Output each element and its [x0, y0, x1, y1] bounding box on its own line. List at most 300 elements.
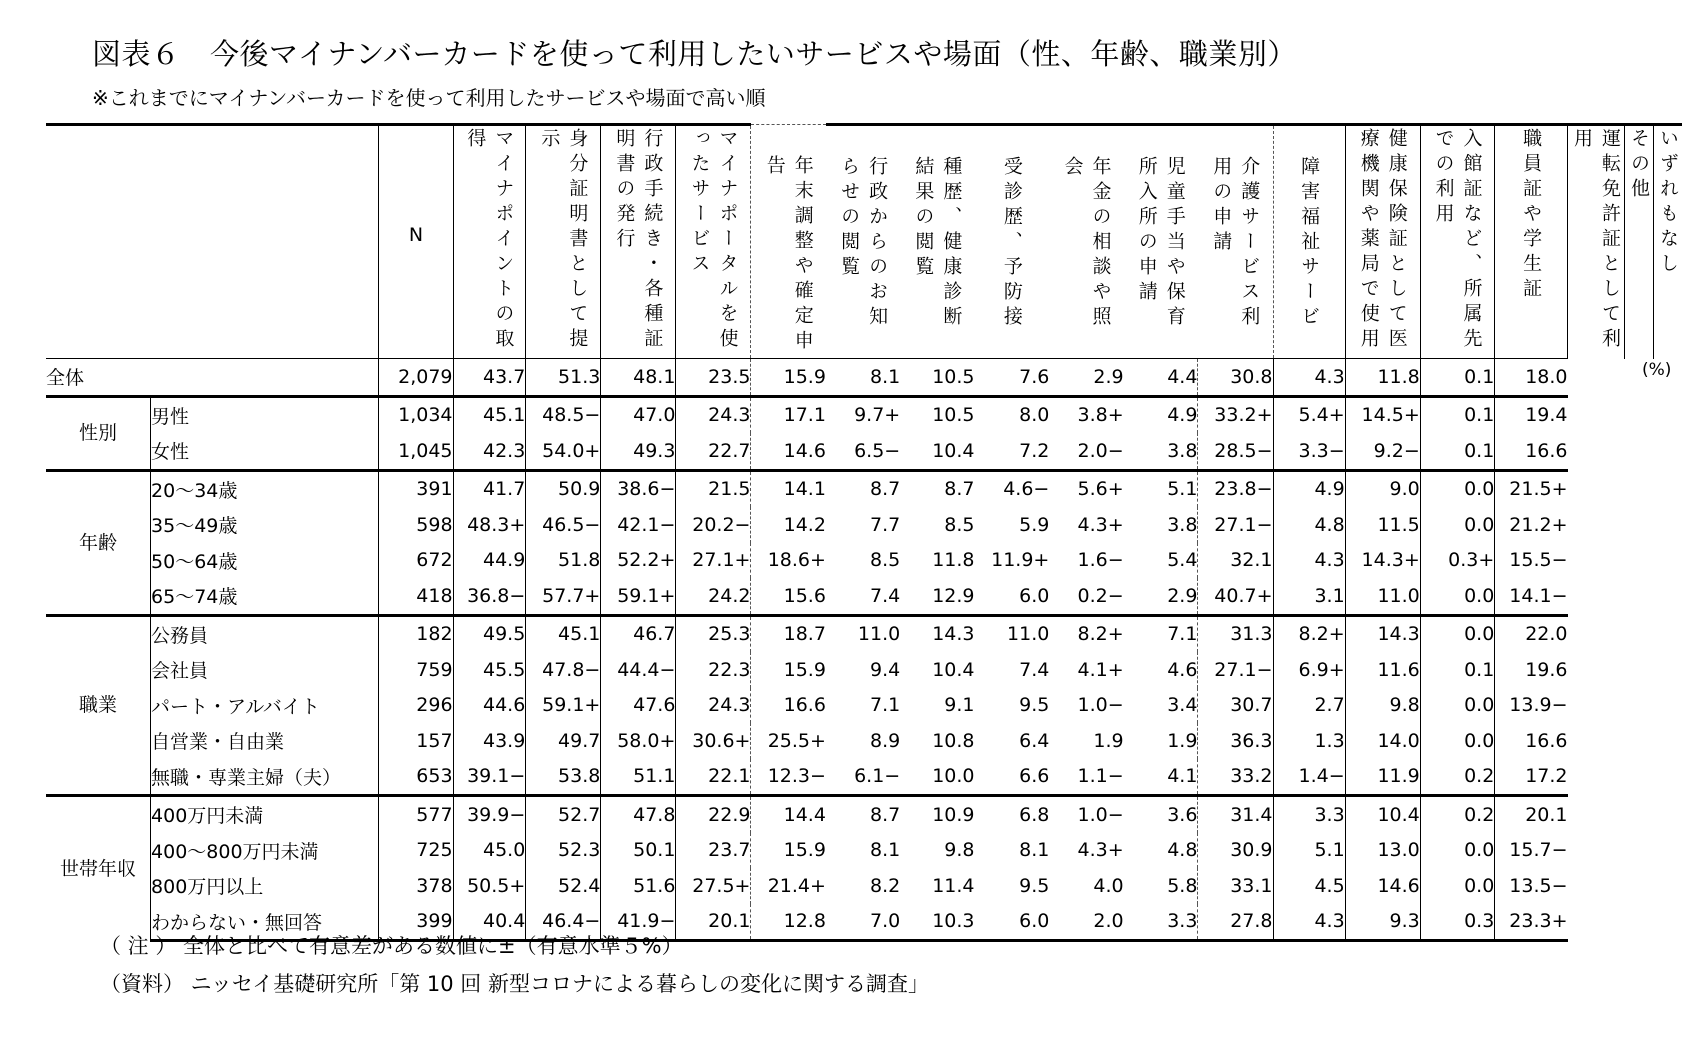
cell-checkup-results: 8.7 [900, 470, 974, 507]
table-row [46, 470, 1682, 507]
cell-other: 21.2+ [1495, 507, 1568, 543]
cell-child-allowance: 3.8 [1167, 513, 1198, 536]
row-label: 自営業・自由業 [151, 723, 379, 759]
row-label: 800万円以上 [151, 868, 379, 904]
cell-admin-procedures: 59.1+ [601, 578, 676, 615]
cell-tax: 16.6 [751, 688, 826, 724]
cell-medical-history: 6.8 [975, 796, 1050, 833]
cell-child-allowance: 1.9 [1167, 729, 1198, 752]
cell-child-allowance: 5.4 [1167, 549, 1198, 572]
col-header-admin-procedures: 行政手続き・各種証明書の発行 [613, 128, 664, 353]
cell-n: 391 [379, 470, 453, 507]
cell-health-insurance: 4.3 [1273, 543, 1345, 579]
cell-medical-history: 8.0 [975, 396, 1050, 433]
cell-care-services: 40.7+ [1198, 578, 1273, 615]
cell-care-services: 28.5− [1198, 433, 1273, 470]
row-group-label: 職業 [46, 615, 151, 796]
col-header-myna-point: マイナポイントの取得 [464, 128, 515, 353]
cell-drivers-license: 0.0 [1420, 868, 1495, 904]
row-label: 無職・専業主婦（夫） [151, 759, 379, 796]
cell-id-proof: 51.3 [526, 359, 601, 397]
cell-myna-point: 45.0 [453, 833, 526, 869]
cell-pension: 1.0− [1077, 694, 1124, 717]
table-row [46, 868, 1682, 904]
cell-pension: 0.2− [1077, 584, 1124, 607]
row-label: 400万円未満 [151, 796, 379, 833]
cell-other: 18.0 [1495, 359, 1568, 397]
cell-entry-pass: 9.0 [1345, 470, 1420, 507]
header-row [46, 125, 1682, 359]
cell-admin-procedures: 38.6− [601, 470, 676, 507]
cell-mynaportal: 22.1 [708, 765, 751, 788]
cell-checkup-results: 10.3 [900, 904, 974, 941]
cell-myna-point: 45.5 [453, 652, 526, 688]
cell-tax: 14.4 [751, 796, 826, 833]
cell-medical-history: 6.6 [1019, 765, 1050, 788]
row-label: わからない・無回答 [151, 904, 379, 941]
cell-medical-history: 8.1 [1019, 839, 1050, 862]
cell-gov-notices: 8.1 [870, 839, 901, 862]
cell-checkup-results: 10.0 [932, 765, 975, 788]
cell-checkup-results: 10.5 [900, 359, 974, 397]
cell-tax: 12.8 [751, 904, 826, 941]
cell-admin-procedures: 51.1 [601, 759, 676, 796]
cell-other: 21.5+ [1495, 470, 1568, 507]
cell-other: 19.4 [1495, 396, 1568, 433]
cell-checkup-results: 10.4 [932, 658, 975, 681]
cell-id-proof: 57.7+ [526, 578, 601, 615]
cell-tax: 17.1 [751, 396, 826, 433]
cell-entry-pass: 10.4 [1345, 796, 1420, 833]
cell-drivers-license: 0.0 [1420, 578, 1495, 615]
cell-id-proof: 47.8− [526, 652, 601, 688]
cell-n: 759 [379, 652, 453, 688]
row-label: 65～74歳 [151, 578, 379, 615]
col-header-drivers-license: 運転免許証として利用 [1571, 128, 1621, 353]
cell-care-services: 33.2 [1198, 759, 1273, 796]
cell-mynaportal: 20.1 [676, 904, 751, 941]
cell-medical-history: 9.5 [1019, 874, 1050, 897]
table-row [46, 578, 1682, 615]
cell-id-proof: 51.8 [526, 543, 601, 579]
cell-mynaportal: 20.2− [692, 513, 751, 536]
cell-medical-history: 7.4 [1019, 658, 1050, 681]
cell-other: 15.7− [1495, 833, 1568, 869]
cell-drivers-license: 0.0 [1420, 470, 1495, 507]
cell-n: 399 [379, 904, 453, 941]
cell-other: 14.1− [1495, 578, 1568, 615]
cell-pension: 1.9 [1093, 729, 1124, 752]
cell-health-insurance: 4.5 [1273, 868, 1345, 904]
cell-mynaportal: 24.3 [676, 396, 751, 433]
cell-id-proof: 49.7 [526, 723, 601, 759]
cell-admin-procedures: 50.1 [601, 833, 676, 869]
cell-checkup-results: 10.9 [900, 796, 974, 833]
cell-gov-notices: 6.5− [854, 439, 901, 462]
cell-entry-pass: 11.8 [1345, 359, 1420, 397]
cell-myna-point: 40.4 [453, 904, 526, 941]
cell-other: 19.6 [1495, 652, 1568, 688]
table-row [46, 396, 1682, 433]
cell-myna-point: 48.3+ [453, 507, 526, 543]
col-header-tax: 年末調整や確定申告 [763, 155, 814, 355]
cell-child-allowance: 3.8 [1167, 439, 1198, 462]
cell-child-allowance: 4.9 [1124, 396, 1198, 433]
col-header-gov-notices: 行政からのお知らせの閲覧 [838, 156, 889, 331]
cell-entry-pass: 9.8 [1345, 688, 1420, 724]
table-row [46, 543, 1682, 579]
table-row [46, 615, 1682, 652]
cell-entry-pass: 11.6 [1345, 652, 1420, 688]
cell-mynaportal: 22.7 [708, 439, 751, 462]
cell-mynaportal: 23.5 [676, 359, 751, 397]
col-header-child-allowance: 児童手当や保育所入所の申請 [1135, 156, 1186, 331]
cell-entry-pass: 14.3+ [1345, 543, 1420, 579]
cell-pension: 4.1+ [1077, 658, 1124, 681]
cell-tax: 18.7 [751, 615, 826, 652]
cell-id-proof: 52.7 [526, 796, 601, 833]
cell-tax: 21.4+ [751, 868, 826, 904]
cell-checkup-results: 11.8 [932, 549, 975, 572]
cell-checkup-results: 10.8 [932, 729, 975, 752]
cell-id-proof: 48.5− [526, 396, 601, 433]
col-header-care-services: 介護サービス利用の申請 [1210, 156, 1261, 331]
cell-entry-pass: 13.0 [1345, 833, 1420, 869]
cell-id-proof: 53.8 [526, 759, 601, 796]
cell-tax: 15.9 [751, 359, 826, 397]
cell-gov-notices: 8.9 [870, 729, 901, 752]
cell-entry-pass: 11.9 [1345, 759, 1420, 796]
cell-care-services: 32.1 [1198, 543, 1273, 579]
col-header-id-proof: 身分証明書として提示 [538, 128, 589, 353]
col-header-mynaportal: マイナポータルを使ったサービス [688, 128, 739, 353]
cell-n: 157 [379, 723, 453, 759]
cell-medical-history: 5.9 [1019, 513, 1050, 536]
cell-medical-history: 11.0 [975, 615, 1050, 652]
cell-id-proof: 59.1+ [526, 688, 601, 724]
cell-admin-procedures: 51.6 [601, 868, 676, 904]
cell-pension: 4.3+ [1077, 839, 1124, 862]
cell-pension: 1.6− [1077, 549, 1124, 572]
col-header-pension: 年金の相談や照会 [1061, 156, 1112, 331]
cell-medical-history: 4.6− [975, 470, 1050, 507]
cell-health-insurance: 5.1 [1273, 833, 1345, 869]
cell-other: 20.1 [1495, 796, 1568, 833]
cell-myna-point: 49.5 [453, 615, 526, 652]
cell-myna-point: 50.5+ [453, 868, 526, 904]
cell-gov-notices: 7.1 [870, 694, 901, 717]
cell-care-services: 31.4 [1198, 796, 1273, 833]
col-header-other: その他 [1628, 128, 1650, 203]
cell-mynaportal: 21.5 [676, 470, 751, 507]
cell-mynaportal: 23.7 [708, 839, 751, 862]
cell-drivers-license: 0.3 [1420, 904, 1495, 941]
cell-id-proof: 52.3 [526, 833, 601, 869]
row-group-label: 性別 [46, 396, 151, 470]
table-row [46, 433, 1682, 470]
cell-id-proof: 50.9 [526, 470, 601, 507]
cell-child-allowance: 3.6 [1124, 796, 1198, 833]
cell-health-insurance: 4.3 [1273, 904, 1345, 941]
cell-care-services: 36.3 [1198, 723, 1273, 759]
cell-admin-procedures: 47.8 [601, 796, 676, 833]
table-row [46, 723, 1682, 759]
cell-child-allowance: 5.1 [1124, 470, 1198, 507]
cell-checkup-results: 9.1 [944, 694, 975, 717]
cell-entry-pass: 11.0 [1345, 578, 1420, 615]
cell-health-insurance: 4.9 [1273, 470, 1345, 507]
cell-child-allowance: 2.9 [1167, 584, 1198, 607]
cell-entry-pass: 14.0 [1345, 723, 1420, 759]
cell-admin-procedures: 49.3 [601, 433, 676, 470]
cell-n: 182 [379, 615, 453, 652]
cell-n: 672 [379, 543, 453, 579]
cell-gov-notices: 9.4 [870, 658, 901, 681]
cell-care-services: 27.1− [1198, 507, 1273, 543]
cell-drivers-license: 0.0 [1420, 615, 1495, 652]
cell-medical-history: 6.4 [1019, 729, 1050, 752]
cell-care-services: 33.2+ [1198, 396, 1273, 433]
cell-drivers-license: 0.1 [1420, 396, 1495, 433]
cell-other: 23.3+ [1495, 904, 1568, 941]
cell-tax: 15.9 [751, 833, 826, 869]
cell-mynaportal: 22.9 [676, 796, 751, 833]
cell-health-insurance: 8.2+ [1273, 615, 1345, 652]
cell-child-allowance: 3.3 [1124, 904, 1198, 941]
cell-admin-procedures: 41.9− [601, 904, 676, 941]
cell-myna-point: 44.9 [453, 543, 526, 579]
cell-pension: 2.0− [1077, 439, 1124, 462]
cell-medical-history: 7.6 [975, 359, 1050, 397]
cell-drivers-license: 0.0 [1420, 723, 1495, 759]
cell-pension: 3.8+ [1049, 396, 1123, 433]
cell-care-services: 30.7 [1198, 688, 1273, 724]
col-header-entry-pass: 入館証など、所属先での利用 [1432, 128, 1483, 353]
cell-n: 653 [379, 759, 453, 796]
row-label: 男性 [151, 396, 379, 433]
cell-drivers-license: 0.3+ [1420, 543, 1495, 579]
cell-myna-point: 43.7 [453, 359, 526, 397]
cell-medical-history: 9.5 [1019, 694, 1050, 717]
cell-n: 2,079 [379, 359, 453, 397]
table-row [46, 652, 1682, 688]
cell-n: 577 [379, 796, 453, 833]
cell-id-proof: 46.5− [526, 507, 601, 543]
cell-entry-pass: 14.5+ [1345, 396, 1420, 433]
cell-other: 22.0 [1495, 615, 1568, 652]
cell-mynaportal: 24.3 [708, 694, 751, 717]
cell-id-proof: 46.4− [526, 904, 601, 941]
cell-care-services: 23.8− [1198, 470, 1273, 507]
row-group-label: 年齢 [46, 470, 151, 615]
cell-gov-notices: 8.2 [870, 874, 901, 897]
cell-child-allowance: 4.8 [1167, 839, 1198, 862]
cell-gov-notices: 8.1 [826, 359, 900, 397]
cell-n: 378 [379, 868, 453, 904]
cell-medical-history: 7.2 [1019, 439, 1050, 462]
cell-gov-notices: 11.0 [826, 615, 900, 652]
cell-mynaportal: 22.3 [708, 658, 751, 681]
cell-child-allowance: 4.4 [1124, 359, 1198, 397]
cell-entry-pass: 9.2− [1345, 433, 1420, 470]
cell-child-allowance: 4.6 [1167, 658, 1198, 681]
cell-checkup-results: 11.4 [932, 874, 975, 897]
source-note: （資料） ニッセイ基礎研究所「第 10 回 新型コロナによる暮らしの変化に関する調査」 [100, 972, 929, 996]
col-header-disability-welfare: 障害福祉サービ [1298, 156, 1321, 331]
col-header-staff-student-id: 職員証や学生証 [1520, 128, 1543, 303]
cell-health-insurance: 2.7 [1273, 688, 1345, 724]
cell-medical-history: 11.9+ [991, 549, 1050, 572]
footnote: （ 注 ） 全体と比べて有意差がある数値に±（有意水準５%） [100, 934, 683, 958]
cell-drivers-license: 0.1 [1420, 433, 1495, 470]
cell-checkup-results: 8.5 [944, 513, 975, 536]
cell-pension: 2.0 [1049, 904, 1123, 941]
cell-drivers-license: 0.0 [1420, 833, 1495, 869]
row-label: 35～49歳 [151, 507, 379, 543]
cell-mynaportal: 27.1+ [692, 549, 751, 572]
cell-pension: 2.9 [1049, 359, 1123, 397]
cell-id-proof: 45.1 [526, 615, 601, 652]
cell-n: 296 [379, 688, 453, 724]
cell-myna-point: 36.8− [453, 578, 526, 615]
cell-gov-notices: 8.5 [870, 549, 901, 572]
cell-pension: 1.0− [1049, 796, 1123, 833]
cell-entry-pass: 14.6 [1345, 868, 1420, 904]
page-subtitle: ※これまでにマイナンバーカードを使って利用したサービスや場面で高い順 [92, 86, 766, 110]
table-row [46, 359, 1682, 397]
table-row [46, 688, 1682, 724]
cell-checkup-results: 10.4 [932, 439, 975, 462]
cell-drivers-license: 0.2 [1420, 759, 1495, 796]
cell-gov-notices: 7.7 [870, 513, 901, 536]
cell-admin-procedures: 47.0 [601, 396, 676, 433]
cell-other: 15.5− [1495, 543, 1568, 579]
cell-care-services: 27.1− [1198, 652, 1273, 688]
cell-n: 725 [379, 833, 453, 869]
row-label: 会社員 [151, 652, 379, 688]
table-row [46, 796, 1682, 833]
col-header-checkup-results: 種歴、健康診断結果の閲覧 [912, 156, 963, 331]
cell-medical-history: 6.0 [975, 904, 1050, 941]
cell-id-proof: 54.0+ [526, 433, 601, 470]
cell-other: 13.9− [1495, 688, 1568, 724]
cell-myna-point: 44.6 [453, 688, 526, 724]
cell-myna-point: 39.1− [453, 759, 526, 796]
cell-n: 1,045 [379, 433, 453, 470]
cell-admin-procedures: 44.4− [601, 652, 676, 688]
cell-myna-point: 43.9 [453, 723, 526, 759]
cell-other: 16.6 [1495, 433, 1568, 470]
cell-checkup-results: 9.8 [944, 839, 975, 862]
cell-myna-point: 39.9− [453, 796, 526, 833]
cell-gov-notices: 9.7+ [826, 396, 900, 433]
cell-drivers-license: 0.0 [1420, 688, 1495, 724]
cell-child-allowance: 4.1 [1167, 765, 1198, 788]
unit-label: (%) [1642, 360, 1672, 380]
row-label: 20～34歳 [151, 470, 379, 507]
cell-tax: 14.2 [751, 507, 826, 543]
cell-health-insurance: 3.1 [1273, 578, 1345, 615]
row-label: 50～64歳 [151, 543, 379, 579]
row-label: 400～800万円未満 [151, 833, 379, 869]
cell-other: 17.2 [1495, 759, 1568, 796]
cell-drivers-license: 0.2 [1420, 796, 1495, 833]
cell-n: 418 [379, 578, 453, 615]
cell-care-services: 30.8 [1198, 359, 1273, 397]
cell-other: 13.5− [1495, 868, 1568, 904]
cell-drivers-license: 0.1 [1420, 359, 1495, 397]
cell-health-insurance: 1.3 [1273, 723, 1345, 759]
data-table [46, 123, 1682, 942]
cell-entry-pass: 14.3 [1345, 615, 1420, 652]
cell-health-insurance: 3.3 [1273, 796, 1345, 833]
cell-checkup-results: 12.9 [932, 584, 975, 607]
cell-health-insurance: 3.3− [1273, 433, 1345, 470]
cell-mynaportal: 25.3 [676, 615, 751, 652]
col-header-n: N [408, 224, 424, 246]
row-group-label: 世帯年収 [46, 796, 151, 941]
cell-gov-notices: 8.7 [826, 796, 900, 833]
cell-child-allowance: 7.1 [1124, 615, 1198, 652]
cell-health-insurance: 4.8 [1273, 507, 1345, 543]
cell-care-services: 33.1 [1198, 868, 1273, 904]
cell-admin-procedures: 42.1− [601, 507, 676, 543]
cell-health-insurance: 4.3 [1273, 359, 1345, 397]
row-label: 全体 [46, 359, 379, 397]
cell-admin-procedures: 52.2+ [601, 543, 676, 579]
row-label: 女性 [151, 433, 379, 470]
cell-admin-procedures: 47.6 [601, 688, 676, 724]
cell-admin-procedures: 58.0+ [601, 723, 676, 759]
cell-gov-notices: 8.7 [826, 470, 900, 507]
cell-pension: 4.3+ [1077, 513, 1124, 536]
cell-entry-pass: 9.3 [1345, 904, 1420, 941]
cell-tax: 15.9 [751, 652, 826, 688]
cell-other: 16.6 [1495, 723, 1568, 759]
table-row [46, 507, 1682, 543]
cell-gov-notices: 6.1− [854, 765, 901, 788]
cell-tax: 14.1 [751, 470, 826, 507]
cell-tax: 18.6+ [751, 543, 826, 579]
cell-mynaportal: 27.5+ [692, 874, 751, 897]
cell-care-services: 30.9 [1198, 833, 1273, 869]
cell-myna-point: 41.7 [453, 470, 526, 507]
col-header-medical-history: 受診歴、予防接 [1000, 156, 1023, 331]
cell-child-allowance: 3.4 [1167, 694, 1198, 717]
cell-checkup-results: 14.3 [900, 615, 974, 652]
cell-mynaportal: 30.6+ [692, 729, 751, 752]
row-label: 公務員 [151, 615, 379, 652]
cell-pension: 8.2+ [1049, 615, 1123, 652]
table-row [46, 833, 1682, 869]
cell-pension: 5.6+ [1049, 470, 1123, 507]
cell-pension: 1.1− [1077, 765, 1124, 788]
cell-gov-notices: 7.4 [870, 584, 901, 607]
table-row [46, 759, 1682, 796]
cell-myna-point: 42.3 [453, 433, 526, 470]
cell-tax: 14.6 [751, 433, 826, 470]
cell-tax: 25.5+ [751, 723, 826, 759]
cell-health-insurance: 5.4+ [1273, 396, 1345, 433]
cell-tax: 12.3− [751, 759, 826, 796]
cell-entry-pass: 11.5 [1345, 507, 1420, 543]
cell-drivers-license: 0.0 [1420, 507, 1495, 543]
cell-myna-point: 45.1 [453, 396, 526, 433]
cell-n: 1,034 [379, 396, 453, 433]
cell-child-allowance: 5.8 [1167, 874, 1198, 897]
cell-health-insurance: 1.4− [1273, 759, 1345, 796]
col-header-none: いずれもなし [1657, 128, 1679, 278]
